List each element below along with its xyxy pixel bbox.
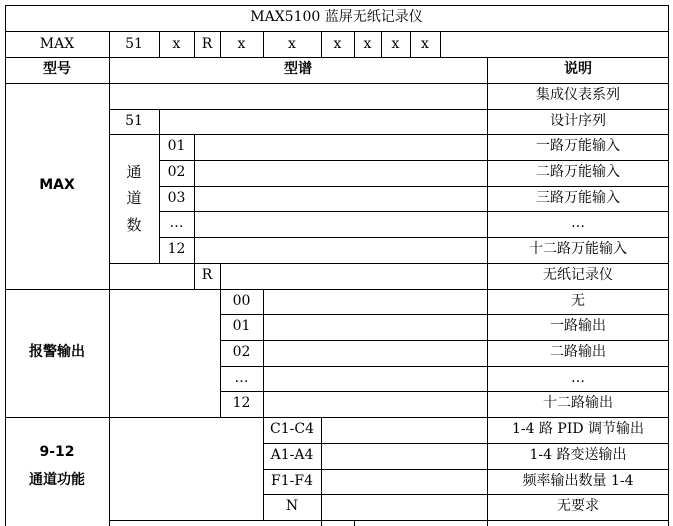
recorder-code: R (201, 267, 213, 284)
description-cell: … (571, 369, 585, 386)
code-series: 51 (125, 35, 143, 52)
description-cell: 1-4 路 PID 调节输出 (511, 421, 645, 438)
description-cell: 一路输出 (550, 318, 606, 335)
code-x8: x (391, 35, 400, 52)
group-function-line1: 9-12 (39, 444, 75, 461)
channel-label-2: 道 (126, 189, 142, 208)
header-description: 说明 (564, 61, 592, 78)
code-alarm: x (237, 35, 246, 52)
code-function: x (288, 35, 296, 52)
description-cell: 1-4 路变送输出 (529, 447, 627, 464)
alarm-code: 02 (232, 344, 251, 361)
description-cell: … (571, 215, 585, 232)
channel-count-label (109, 134, 159, 263)
channel-label-1: 通 (126, 162, 142, 181)
code-x9: x (421, 35, 429, 52)
description-cell: 二路输出 (550, 344, 606, 361)
description-cell: 集成仪表系列 (536, 87, 620, 104)
function-code: F1-F4 (271, 472, 313, 489)
channel-label-3: 数 (126, 215, 142, 234)
header-model: 型号 (43, 61, 71, 78)
code-r: R (201, 35, 213, 52)
code-x7: x (363, 35, 372, 52)
alarm-code: 12 (232, 395, 251, 412)
alarm-code: 01 (232, 318, 251, 335)
channel-code: 03 (167, 189, 186, 206)
header-spectrum: 型谱 (284, 61, 312, 78)
channel-code: 01 (167, 138, 186, 155)
description-cell: 十二路万能输入 (529, 241, 627, 258)
code-max: MAX (39, 35, 75, 52)
description-cell: 三路万能输入 (536, 189, 620, 206)
group-function-line2: 通道功能 (29, 471, 85, 488)
description-cell: 二路万能输入 (536, 164, 620, 181)
alarm-code: … (234, 369, 249, 386)
description-cell: 频率输出数量 1-4 (522, 472, 634, 489)
channel-code: 12 (167, 241, 186, 258)
series-code: 51 (125, 112, 143, 129)
code-channels: x (172, 35, 181, 52)
table-title: MAX5100 蓝屏无纸记录仪 (250, 9, 423, 26)
group-function (5, 417, 109, 526)
description-cell: 设计序列 (550, 112, 606, 129)
group-alarm: 报警输出 (29, 344, 85, 361)
description-cell: 无 (571, 292, 585, 309)
description-cell: 一路万能输入 (536, 138, 620, 155)
description-cell: 无要求 (557, 498, 599, 515)
code-x6: x (333, 35, 342, 52)
alarm-code: 00 (232, 292, 251, 309)
description-cell: 无纸记录仪 (543, 267, 613, 284)
channel-code: … (169, 215, 184, 232)
function-code: A1-A4 (270, 447, 314, 464)
function-code: N (285, 498, 299, 515)
group-max: MAX (39, 177, 75, 194)
description-cell: 十二路输出 (543, 395, 613, 412)
channel-code: 02 (167, 164, 186, 181)
function-code: C1-C4 (270, 421, 314, 438)
